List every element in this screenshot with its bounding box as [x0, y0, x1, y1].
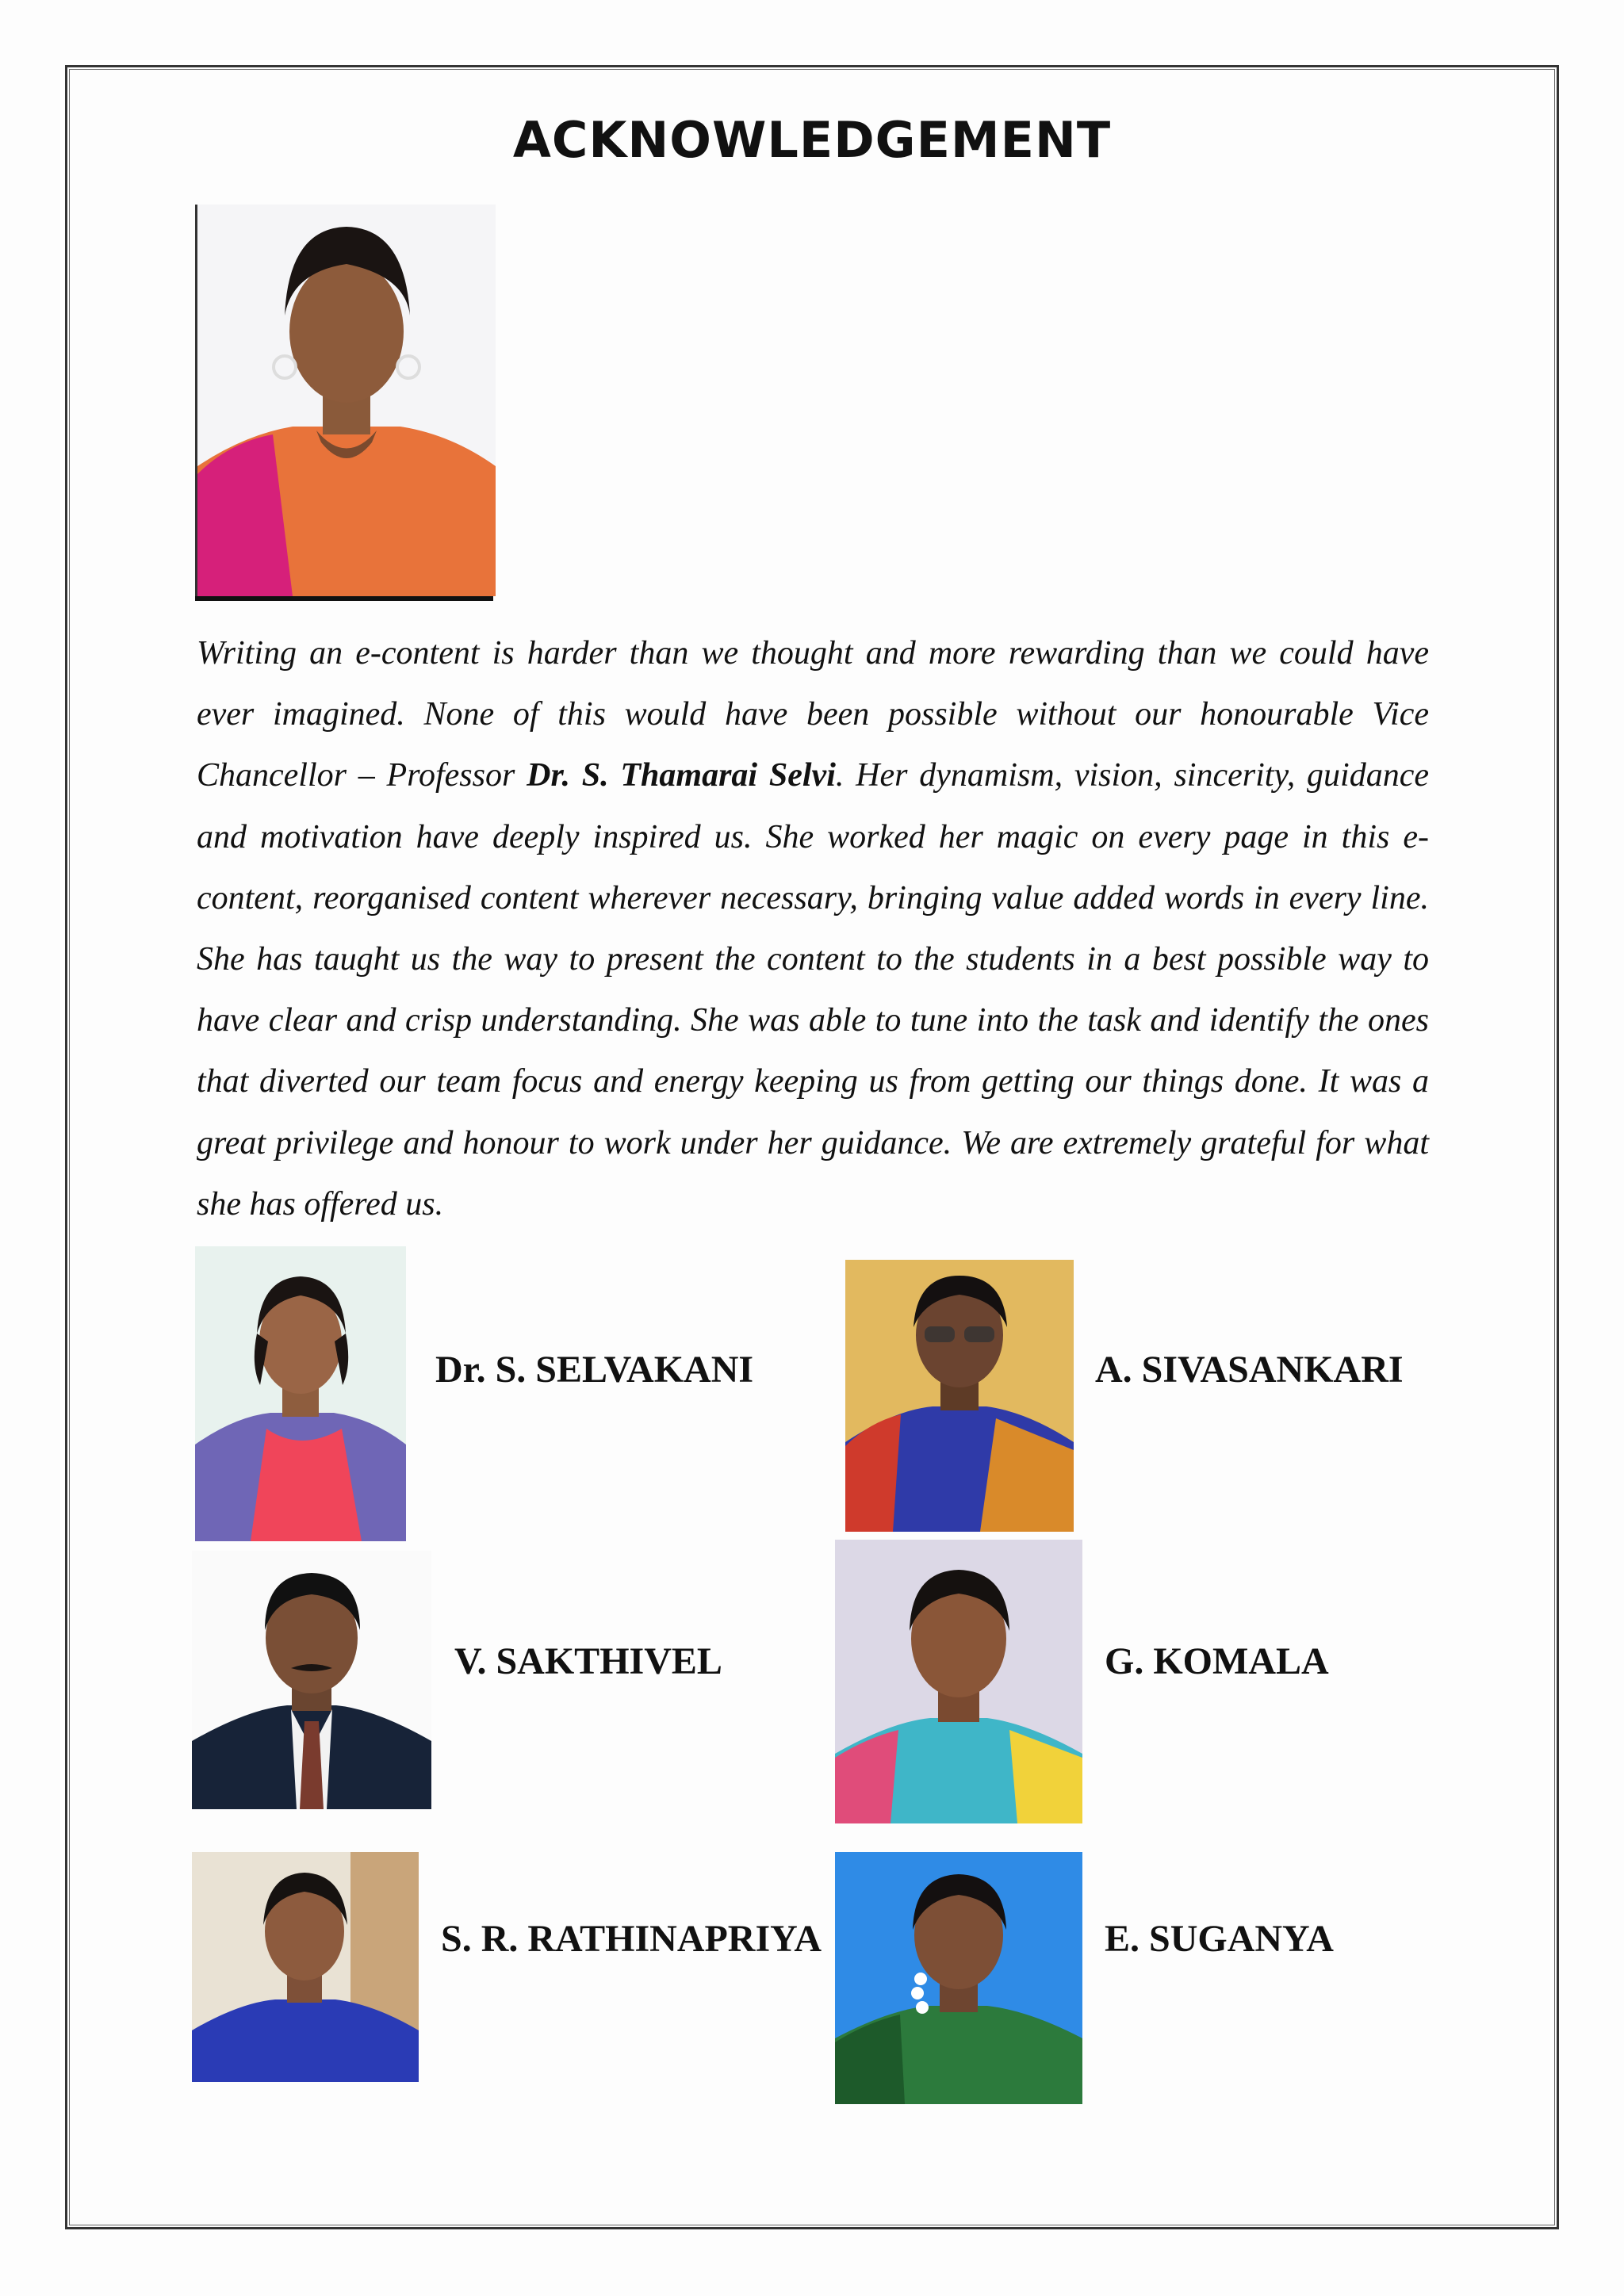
- contributor-photo-sakthivel: [192, 1551, 431, 1809]
- contributor-name-sakthivel: V. SAKTHIVEL: [454, 1640, 722, 1682]
- photo-underline: [195, 596, 493, 601]
- contributor-photo-selvakani: [195, 1246, 406, 1541]
- vice-chancellor-name: Dr. S. Thamarai Selvi: [527, 757, 836, 794]
- contributor-name-rathinapriya: S. R. RATHINAPRIYA: [441, 1918, 822, 1960]
- page-title: ACKNOWLEDGEMENT: [512, 111, 1112, 169]
- paragraph-part-1: Writing an e-content is harder than we thought and more rewarding than we could have ever imagined. None of this would have been possible without our honourable Vice Chancellor – Professor: [197, 635, 1429, 794]
- contributor-name-komala: G. KOMALA: [1105, 1640, 1329, 1682]
- contributor-photo-suganya: [835, 1852, 1082, 2104]
- contributor-photo-sivasankari: [845, 1260, 1074, 1532]
- contributor-photo-rathinapriya: [192, 1852, 419, 2082]
- contributor-photo-komala: [835, 1540, 1082, 1823]
- vice-chancellor-photo: [195, 205, 496, 596]
- contributor-name-selvakani: Dr. S. SELVAKANI: [435, 1349, 754, 1391]
- contributor-name-sivasankari: A. SIVASANKARI: [1095, 1349, 1404, 1391]
- contributor-name-suganya: E. SUGANYA: [1105, 1918, 1334, 1960]
- paragraph-part-2: . Her dynamism, vision, sincerity, guidance and motivation have deeply inspired us. She worked her magic on every page in this e-content, reorganised content wherever necessary, bringing value added words in every line. She has taught us the way to present the content to the students in a best possible way to have clear and crisp understanding. She was able to tune into the task and identify the ones that diverted our team focus and energy keeping us from getting our things done. It was a great privilege and honour to work under her guidance. We are extremely grateful for what she has offered us.: [197, 757, 1430, 1223]
- acknowledgement-paragraph: [197, 623, 1429, 1235]
